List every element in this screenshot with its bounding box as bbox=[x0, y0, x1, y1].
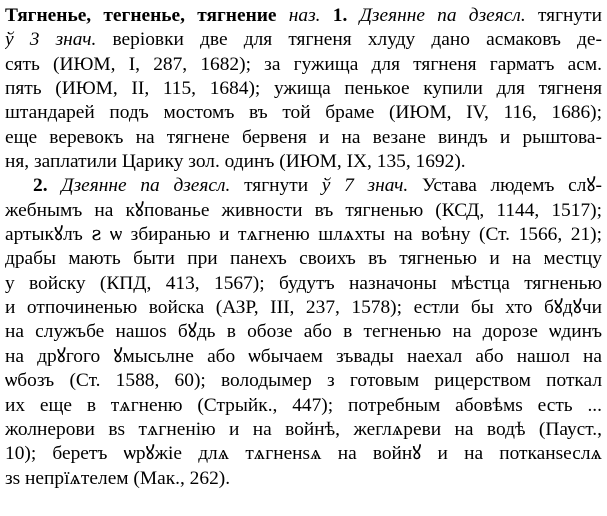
citation-line: штандарей подъ мостомъ въ той браме (ИЮМ, IV, 116, 1686); bbox=[5, 102, 602, 124]
citation-line: их еще в тѧгненю (Стрыйк., 447); потребным абовѣмѕ есть ... bbox=[5, 394, 602, 416]
citation-line: еще веревокъ на тягнене бервеня и на везане виндъ и рыштова- bbox=[5, 126, 602, 148]
sense-2-first-line bbox=[5, 174, 602, 198]
sense-1-number: 1. bbox=[332, 5, 348, 26]
sense-2-number: 2. bbox=[33, 175, 48, 197]
citation-line: у войску (КПД, 413, 1567); будутъ назначоны мѣстца тягненью bbox=[5, 272, 602, 294]
entry-headword: Тягненье, тегненье, тягнение bbox=[5, 5, 277, 26]
sense-1-definition: Дзеянне па дзеясл. bbox=[359, 5, 526, 26]
citation-text: веріовки две для тягненя хлуду дано асмаковъ де- bbox=[112, 29, 602, 51]
citation-line: на служъбе нашоѕ бꙋдь в обозе або в тегненью на дорозе ѡдинъ bbox=[5, 321, 602, 343]
entry-line-2 bbox=[5, 28, 602, 52]
citation-line: на дрꙋгого ꙋмысьлне або ѡбычаем зъвады наехал або нашол на bbox=[5, 345, 602, 367]
entry-line-1 bbox=[5, 4, 602, 28]
citation-line: артыкꙋлъ ꙅ ѡ збиранью и тѧгненю шлѧхты на воѣну (Ст. 1566, 21); bbox=[5, 224, 602, 246]
part-of-speech: наз. bbox=[288, 5, 321, 26]
citation-text: Устава людемъ слꙋ- bbox=[421, 175, 602, 197]
citation-line: ѡбозъ (Ст. 1588, 60); володымер з готовым рицерством поткал bbox=[5, 370, 602, 392]
citation-line: пять (ИЮМ, II, 115, 1684); ужища пенькое купили для тягненя bbox=[5, 78, 602, 100]
sense-2-ref-verb: тягнути bbox=[244, 175, 309, 197]
citation-line: драбы мають быти при панехъ своихъ въ тягненью и на местцу bbox=[5, 248, 602, 270]
sense-1-ref-sense: ў 3 знач. bbox=[5, 29, 97, 51]
sense-1-ref-verb: тягнути bbox=[537, 5, 602, 26]
citation-line: 10); беретъ ѡрꙋжіе длѧ тѧгненѕѧ на войнꙋ и на потканѕеслѧ bbox=[5, 443, 602, 465]
citation-line: ня, заплатили Царику зол. одинъ (ИЮМ, IX, 135, 1692). bbox=[5, 151, 466, 173]
citation-line: зѕ непрїѧтелем (Мак., 262). bbox=[5, 467, 231, 489]
citation-line: жолнерови вѕ тѧгненію и на войнѣ, жеглѧреви на водѣ (Пауст., bbox=[5, 418, 602, 440]
citation-line: жебнымъ на кꙋпованье живности въ тягненью (КСД, 1144, 1517); bbox=[5, 199, 602, 221]
citation-line: сять (ИЮМ, I, 287, 1682); за гужища для тягненя гарматъ асм. bbox=[5, 53, 602, 75]
sense-2-ref-sense: ў 7 знач. bbox=[321, 175, 409, 197]
sense-2-definition: Дзеянне па дзеясл. bbox=[61, 175, 231, 197]
citation-line: и отпочиненью войска (АЗР, III, 237, 1578); естли бы хто бꙋдꙋчи bbox=[5, 297, 602, 319]
